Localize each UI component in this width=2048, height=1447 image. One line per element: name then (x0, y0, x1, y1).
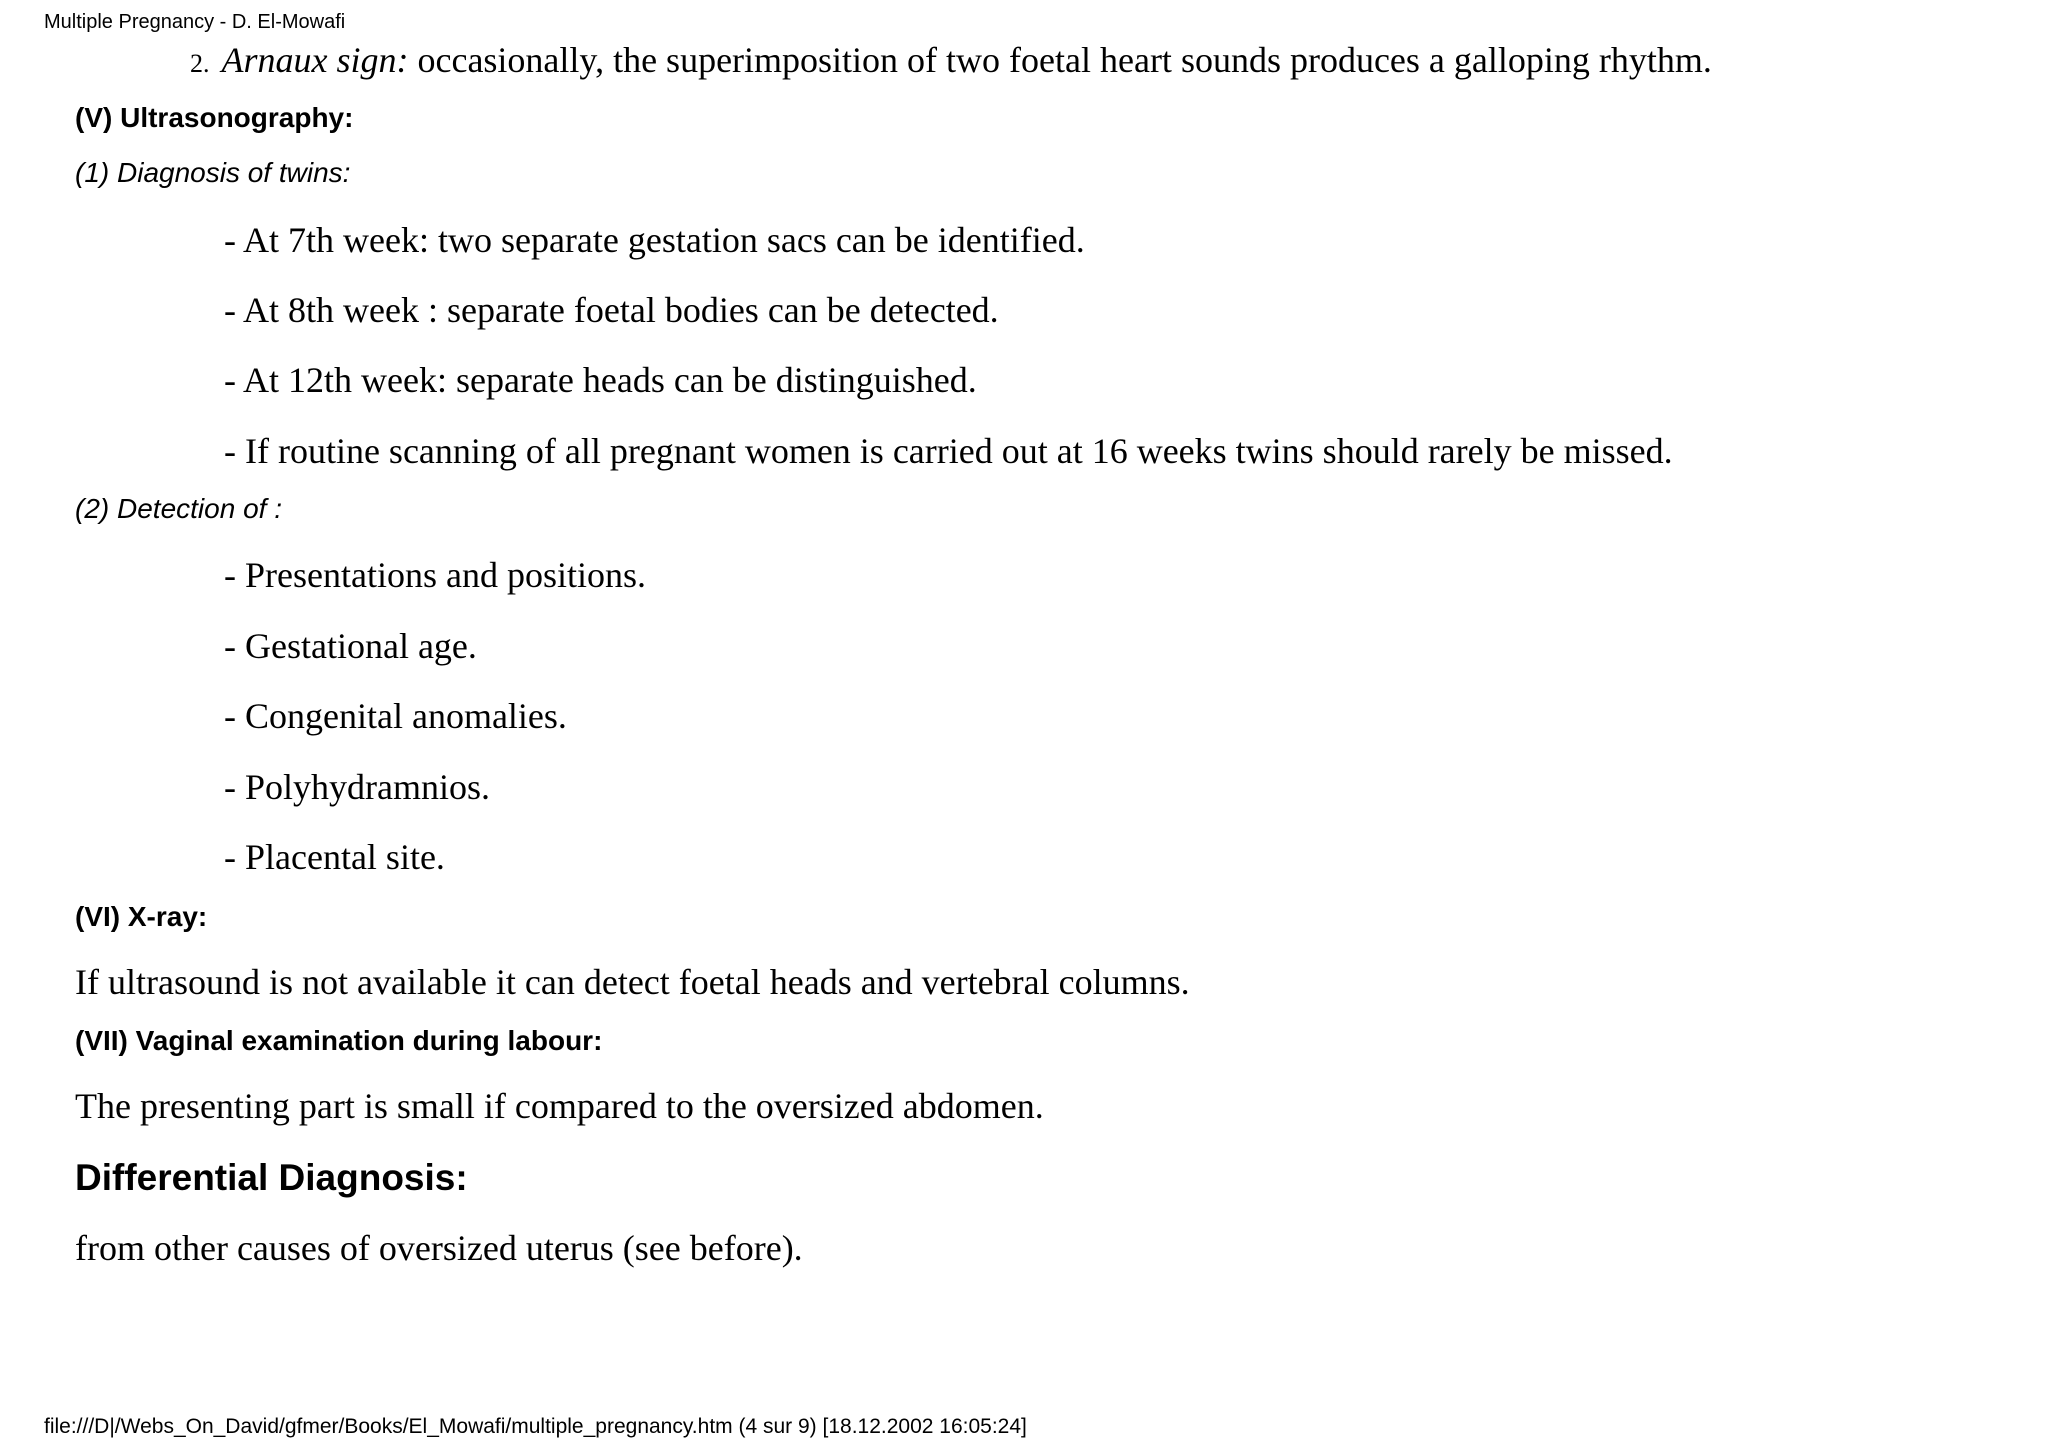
differential-diagnosis-text: from other causes of oversized uterus (see before). (75, 1228, 803, 1268)
arnaux-sign-item (190, 38, 1712, 86)
xray-text: If ultrasound is not available it can detect foetal heads and vertebral columns. (75, 962, 1190, 1002)
detection-item: - Placental site. (224, 837, 445, 877)
detection-item: - Congenital anomalies. (224, 696, 567, 736)
ultrasonography-heading: (V) Ultrasonography: (75, 102, 354, 133)
vaginal-examination-text: The presenting part is small if compared to the oversized abdomen. (75, 1086, 1044, 1126)
page-header-title: Multiple Pregnancy - D. El-Mowafi (44, 11, 346, 33)
arnaux-text: occasionally, the superimposition of two foetal heart sounds produces a galloping rhythm. (408, 40, 1712, 80)
detection-item: - Polyhydramnios. (224, 767, 490, 807)
vaginal-examination-heading: (VII) Vaginal examination during labour: (75, 1025, 603, 1056)
diagnosis-item: - If routine scanning of all pregnant women is carried out at 16 weeks twins should rarely be missed. (224, 431, 1673, 471)
diagnosis-of-twins-heading: (1) Diagnosis of twins: (75, 157, 351, 188)
diagnosis-item: - At 7th week: two separate gestation sacs can be identified. (224, 220, 1085, 260)
xray-heading: (VI) X-ray: (75, 901, 208, 932)
diagnosis-item: - At 8th week : separate foetal bodies can be detected. (224, 290, 999, 330)
page-footer-path: file:///D|/Webs_On_David/gfmer/Books/El_Mowafi/multiple_pregnancy.htm (4 sur 9) [18.12.2002 16:05:24] (44, 1415, 1027, 1438)
differential-diagnosis-heading: Differential Diagnosis: (75, 1157, 468, 1198)
arnaux-number: 2. (190, 49, 210, 78)
detection-of-heading: (2) Detection of : (75, 493, 282, 524)
detection-item: - Gestational age. (224, 626, 477, 666)
arnaux-term: Arnaux sign: (221, 40, 409, 80)
diagnosis-item: - At 12th week: separate heads can be distinguished. (224, 360, 977, 400)
detection-item: - Presentations and positions. (224, 555, 646, 595)
